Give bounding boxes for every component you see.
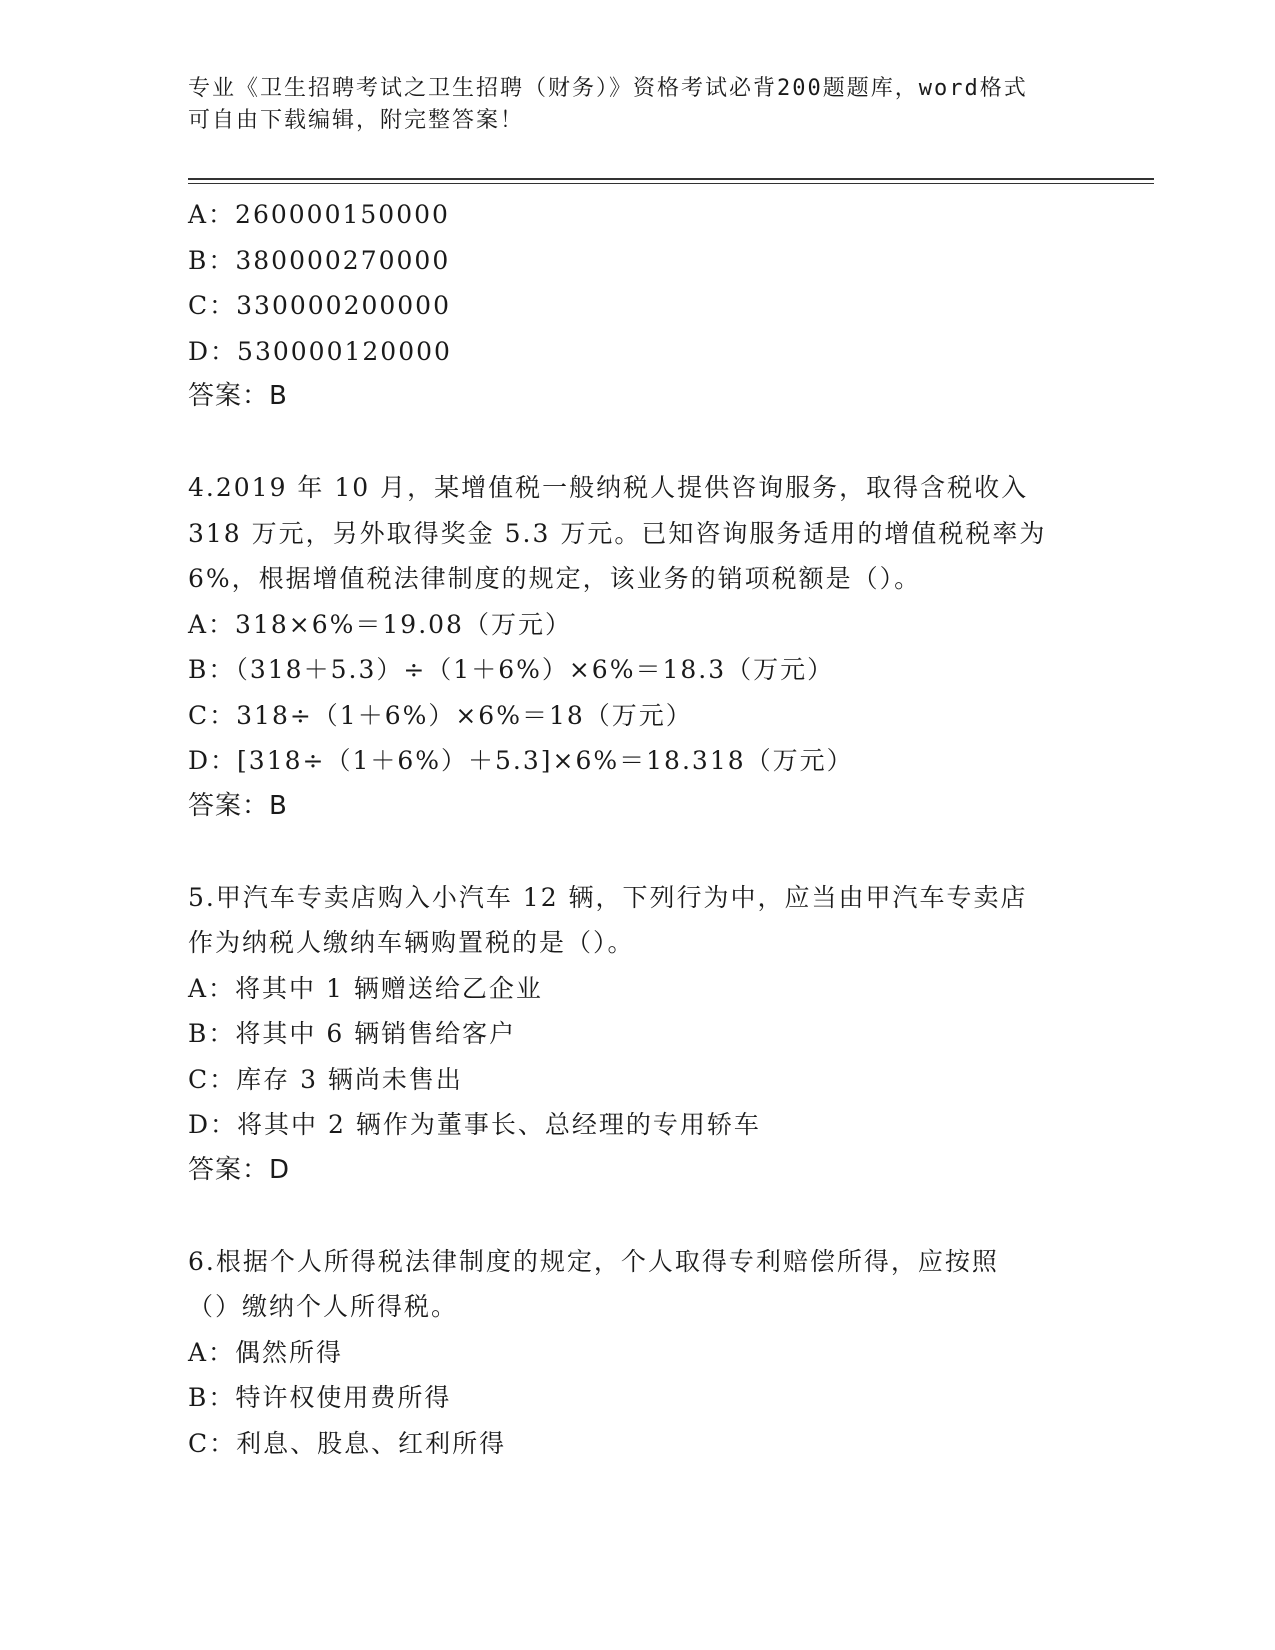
spacer — [188, 420, 1088, 466]
answer: 答案：B — [188, 381, 288, 411]
question-list — [188, 192, 1088, 1466]
question-6 — [188, 1239, 1088, 1467]
option-c: C：库存 3 辆尚未售出 — [188, 1064, 463, 1094]
document-header — [188, 73, 1088, 137]
header-title-line-1: 专业《卫生招聘考试之卫生招聘（财务）》资格考试必背200题题库，word格式 — [188, 76, 1028, 101]
option-b: B：将其中 6 辆销售给客户 — [188, 1019, 517, 1048]
question-text-line: 6.根据个人所得税法律制度的规定，个人取得专利赔偿所得，应按照 — [188, 1246, 999, 1276]
option-b: B：特许权使用费所得 — [188, 1383, 452, 1412]
spacer — [188, 1193, 1088, 1239]
option-c: C：利息、股息、红利所得 — [188, 1428, 507, 1458]
option-c: C：318÷（1＋6%）×6%＝18（万元） — [188, 700, 693, 730]
question-5 — [188, 875, 1088, 1194]
question-3 — [188, 192, 1088, 420]
question-text-line: 作为纳税人缴纳车辆购置税的是（）。 — [188, 928, 635, 957]
option-d: D：将其中 2 辆作为董事长、总经理的专用轿车 — [188, 1110, 761, 1139]
question-text-line: （）缴纳个人所得税。 — [188, 1292, 459, 1321]
question-text-line: 6%，根据增值税法律制度的规定，该业务的销项税额是（）。 — [188, 564, 922, 593]
spacer — [188, 829, 1088, 875]
option-d: D：[318÷（1＋6%）＋5.3]×6%＝18.318（万元） — [188, 746, 854, 775]
option-a: A：318×6%＝19.08（万元） — [188, 609, 572, 639]
question-text-line: 318 万元，另外取得奖金 5.3 万元。已知咨询服务适用的增值税税率为 — [188, 518, 1047, 548]
question-text-line: 5.甲汽车专卖店购入小汽车 12 辆，下列行为中，应当由甲汽车专卖店 — [188, 882, 1028, 912]
option-d: D：530000120000 — [188, 336, 452, 366]
header-divider-thick — [188, 178, 1154, 180]
option-a: A：260000150000 — [188, 200, 450, 229]
option-a: A：将其中 1 辆赠送给乙企业 — [188, 973, 543, 1003]
answer: 答案：D — [188, 1154, 291, 1185]
header-divider-thin — [188, 183, 1154, 184]
option-b: B：（318＋5.3）÷（1＋6%）×6%＝18.3（万元） — [188, 655, 835, 684]
question-text-line: 4.2019 年 10 月，某增值税一般纳税人提供咨询服务，取得含税收入 — [188, 473, 1029, 502]
header-title-line-2: 可自由下载编辑，附完整答案！ — [188, 108, 525, 133]
question-4 — [188, 465, 1088, 829]
option-b: B：380000270000 — [188, 245, 451, 275]
answer: 答案：B — [188, 790, 288, 821]
option-a: A：偶然所得 — [188, 1337, 344, 1367]
option-c: C：330000200000 — [188, 291, 451, 320]
